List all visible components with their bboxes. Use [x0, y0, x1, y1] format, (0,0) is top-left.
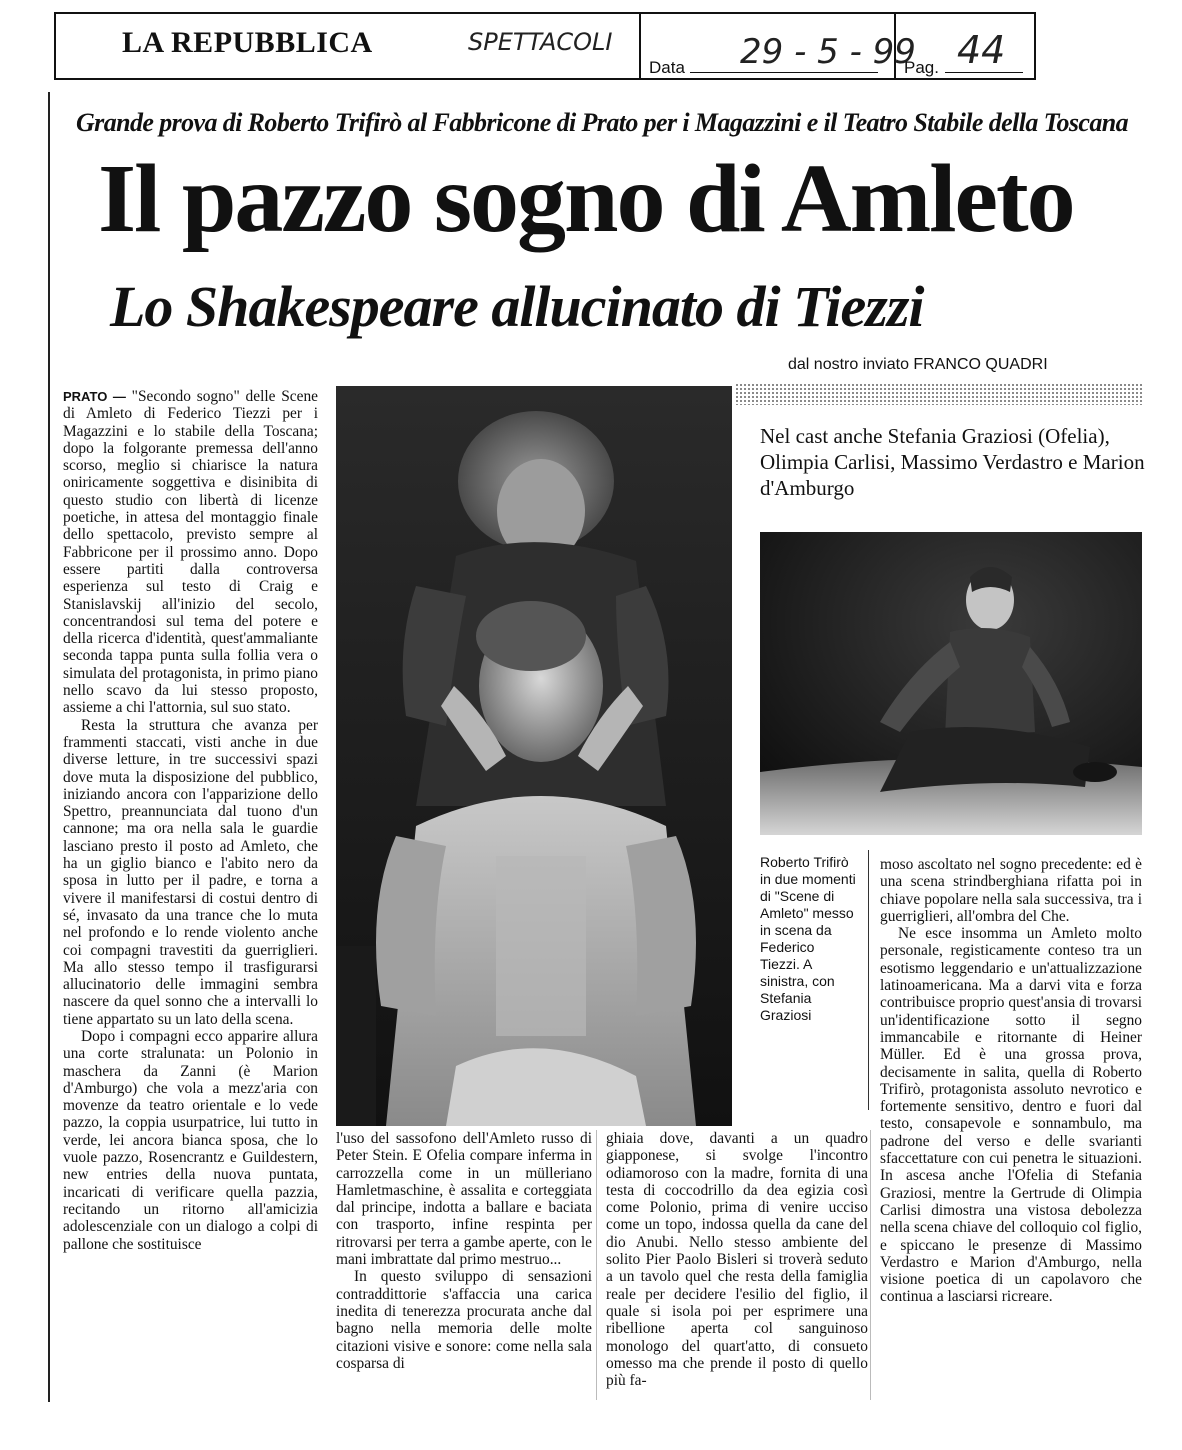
- date-value: 29 - 5 - 99: [740, 32, 916, 72]
- photo-trifiro-kneeling: [760, 532, 1142, 835]
- page-value: 44: [957, 28, 1006, 72]
- paragraph: l'uso del sassofono dell'Amleto russo di Peter Stein. E Ofelia compare inferma in carrozzella come in un mülleriano Hamletmaschine, è assalita e corteggiata dal principe, indotta a ballare e baciata con trasporto, infine respinta per ritrovarsi per terra a gambe aperte, con le mani imbrattate dal primo mestruo...: [336, 1130, 592, 1269]
- publication-name: LA REPUBBLICA: [122, 26, 373, 59]
- page-label: Pag.: [904, 58, 939, 77]
- article-column-3: [606, 1130, 868, 1400]
- article-subheadline: Lo Shakespeare allucinato di Tiezzi: [110, 274, 924, 339]
- article-column-2: [336, 1130, 592, 1400]
- paragraph: moso ascoltato nel sogno precedente: ed è una scena strindberghiana rifatta poi in chiave popolare nella sala successiva, tra i guerriglieri, all'ombra del Che.: [880, 856, 1142, 925]
- page-underline: [945, 72, 1023, 73]
- decorative-dot-band: [735, 383, 1143, 405]
- left-margin-rule: [48, 92, 50, 1402]
- article-column-1: [63, 388, 318, 1398]
- dateline: PRATO —: [63, 389, 126, 404]
- photo-caption: Roberto Trifirò in due momenti di "Scene di Amleto" messo in scena da Federico Tiezzi. A sinistra, con Stefania Graziosi: [760, 854, 856, 1023]
- paragraph: ghiaia dove, davanti a un quadro giapponese, si svolge l'incontro odiamoroso con la madre, fornita di una testa di coccodrillo da dea egizia così come Polonio, prima di venire ucciso come un topo, indossa quella da cane del dio Anubi. Nello stesso ambiente del solito Pier Paolo Bisleri si troverà seduto a un tavolo quel che resta della famiglia reale per decidere l'esilio del figlio, il quale si isola poi per esprimere una ribellione aperta col sanguinoso monologo del quart'atto, di consueto omesso ma che prende il posto di quello più fa-: [606, 1130, 868, 1390]
- paragraph: [63, 388, 318, 717]
- pull-quote: Nel cast anche Stefania Graziosi (Ofelia), Olimpia Carlisi, Massimo Verdastro e Marion d'Amburgo: [760, 424, 1145, 500]
- masthead-divider: [639, 14, 641, 78]
- paragraph: Ne esce insomma un Amleto molto personale, registicamente conteso tra un esotismo leggendario e un'attualizzazione latinoamericana. Ma a darvi vita e forza contribuisce proprio quest'ansia di trovarsi un'identificazione sotto il segno immancabile e ritornante di Heiner Müller. Ed è una grossa prova, decisamente in salita, quella di Roberto Trifirò, protagonista assoluto nevrotico e fortemente sensitivo, dentro e fuori dal testo, consapevole e sonnambulo, ma padrone del verso e delle svarianti sfaccettature con cui penetra le situazioni. In ascesa anche l'Ofelia di Stefania Graziosi, mentre la Gertrude di Olimpia Carlisi dimostra una vistosa debolezza nella scena chiave del colloquio col figlio, e spiccano le presenze di Massimo Verdastro e Marion d'Amburgo, nella visione poetica di un capolavoro che continua a lasciarsi ricreare.: [880, 925, 1142, 1306]
- paragraph-text: "Secondo sogno" delle Scene di Amleto di Federico Tiezzi per i Magazzini e lo stabile della Toscana; dopo la folgorante premessa dell'anno scorso, meglio si chiarisce la natura oniricamente soggettiva e disinibita di questo studio con libertà di licenze poetiche, in attesa del montaggio finale dello spettacolo, previsto sempre al Fabbricone per il prossimo anno. Dopo essere partiti dalla controversa esperienza sul testo di Craig e Stanislavskij all'inizio del secolo, concentrandosi sul tema del potere e della ricerca d'identità, quest'ammaliante seconda tappa punta sulla follia vera o simulata del protagonista, in primo piano nello scavo da lui stesso proposto, assieme a chi l'attornia, sul suo stato.: [63, 388, 318, 717]
- article-column-4: [880, 856, 1142, 1401]
- section-handwritten: SPETTACOLI: [468, 28, 613, 56]
- column-rule: [596, 1130, 597, 1400]
- article-kicker: Grande prova di Roberto Trifirò al Fabbricone di Prato per i Magazzini e il Teatro Stabile della Toscana: [76, 108, 1129, 137]
- date-underline: [690, 72, 878, 73]
- column-rule: [870, 1130, 871, 1400]
- paragraph: Dopo i compagni ecco apparire allura una corte stralunata: un Polonio in maschera da Zanni (è Marion d'Amburgo) che vola a mezz'aria con movenze da teatro orientale e lo vede pazzo, la coppia usurpatrice, lui tutto in verde, lei ancora bianca sposa, che lo vuole pazzo, Rosencrantz e Guildestern, new entries della nuova puntata, incaricati di verificare quella pazzia, recitando un ritorno all'amicizia adolescenziale con un dialogo a colpi di pallone che sostituisce: [63, 1027, 318, 1253]
- photo-trifiro-graziosi: [336, 386, 732, 1126]
- paragraph: In questo sviluppo di sensazioni contraddittorie s'affaccia una carica inedita di tenerezza procurata anche dal bagno nella memoria delle molte citazioni visive e sonore: come nella sala cosparsa di: [336, 1268, 592, 1372]
- date-label: Data: [649, 58, 685, 77]
- column-rule: [868, 850, 869, 1110]
- paragraph: Resta la struttura che avanza per frammenti staccati, visti anche in due diverse letture, in tre successivi spazi dove muta la disposizione del pubblico, iniziando ancora con l'apparizione dello Spettro, preannunciata dal tuono d'un cannone; ma ora nella sala le guardie lasciano presto il posto ad Amleto, che ha un giglio bianco e l'abito nero da sposa in lutto per il padre, e torna a vivere il manifestarsi di costui dentro di sé, invasato da una trance che lo muta nel profondo e lo rende violento anche coi compagni travestiti da guerriglieri. Ma allo stesso tempo il trasfigurarsi allucinatorio delle immagini sembra nascere da quel sonno che a intervalli lo tiene appartato su un lato della scena.: [63, 716, 318, 1028]
- article-byline: dal nostro inviato FRANCO QUADRI: [788, 356, 1048, 373]
- article-headline: Il pazzo sogno di Amleto: [98, 145, 1074, 253]
